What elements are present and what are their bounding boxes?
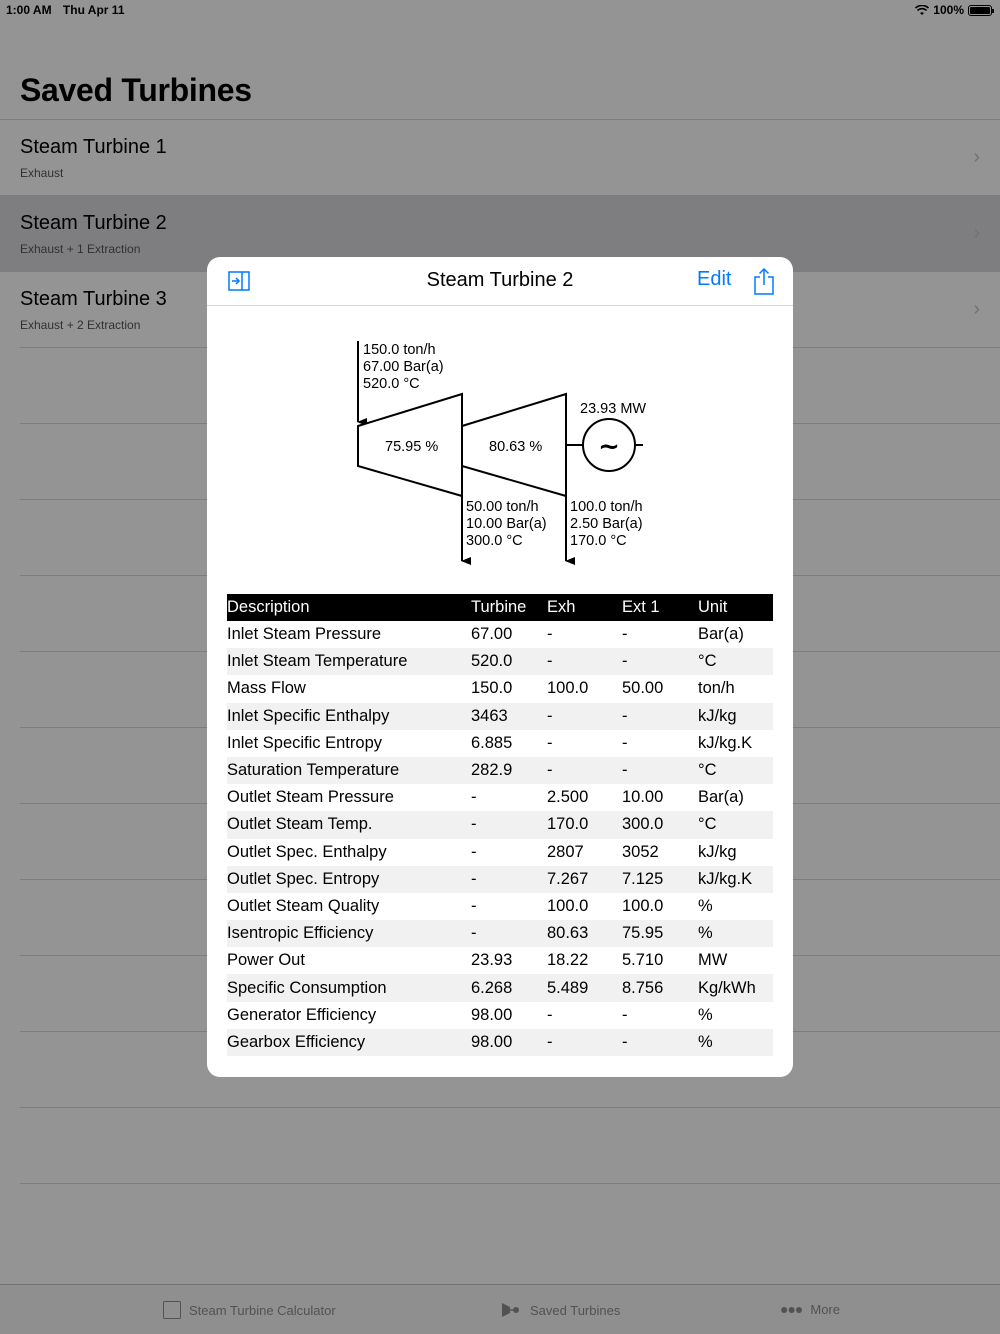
table-body bbox=[227, 621, 773, 1056]
cell-exh: - bbox=[547, 703, 622, 730]
cell-exh: 100.0 bbox=[547, 896, 589, 915]
cell-unit: Bar(a) bbox=[698, 625, 744, 644]
cell-turbine: 98.00 bbox=[471, 1005, 513, 1024]
cell-turbine: 6.885 bbox=[471, 733, 513, 752]
cell-ext1: 100.0 bbox=[622, 896, 664, 915]
extraction-flow-label: 50.00 ton/h bbox=[466, 499, 539, 515]
cell-turbine: 23.93 bbox=[471, 951, 513, 970]
cell-ext1: - bbox=[622, 625, 628, 644]
turbine-diagram-svg bbox=[207, 306, 793, 586]
cell-exh: - bbox=[547, 733, 553, 752]
table-row bbox=[227, 675, 773, 702]
cell-exh: 5.489 bbox=[547, 974, 622, 1001]
cell-unit: °C bbox=[698, 811, 773, 838]
page-title: Saved Turbines bbox=[20, 72, 252, 108]
cell-turbine: - bbox=[471, 896, 477, 915]
cell-ext1: 3052 bbox=[622, 842, 659, 861]
col-header-ext1: Ext 1 bbox=[622, 594, 698, 621]
stage-2-efficiency: 80.63 % bbox=[489, 439, 543, 455]
col-header-exh: Exh bbox=[547, 594, 622, 621]
list-item-title: Steam Turbine 1 bbox=[20, 136, 167, 158]
cell-turbine: 67.00 bbox=[471, 625, 513, 644]
cell-ext1: 5.710 bbox=[622, 951, 664, 970]
cell-ext1: - bbox=[622, 733, 628, 752]
cell-description: Outlet Spec. Enthalpy bbox=[227, 842, 387, 861]
table-row bbox=[227, 703, 773, 730]
table-row bbox=[227, 757, 773, 784]
exhaust-flow-label: 100.0 ton/h bbox=[570, 499, 643, 515]
cell-ext1: 8.756 bbox=[622, 974, 698, 1001]
list-item-subtitle: Exhaust + 1 Extraction bbox=[20, 242, 141, 256]
status-date: Thu Apr 11 bbox=[62, 3, 125, 17]
inlet-temp-label: 520.0 °C bbox=[363, 376, 420, 392]
cell-ext1: 75.95 bbox=[622, 920, 698, 947]
cell-turbine: - bbox=[471, 866, 547, 893]
cell-unit: °C bbox=[698, 757, 773, 784]
list-item-title: Steam Turbine 2 bbox=[20, 212, 167, 234]
cell-ext1: - bbox=[622, 648, 698, 675]
cell-description: Outlet Spec. Entropy bbox=[227, 866, 471, 893]
table-row bbox=[227, 1002, 773, 1029]
cell-exh: 80.63 bbox=[547, 920, 622, 947]
cell-unit: Bar(a) bbox=[698, 788, 744, 807]
cell-turbine: - bbox=[471, 842, 477, 861]
cell-ext1: 10.00 bbox=[622, 788, 664, 807]
table-row bbox=[227, 811, 773, 838]
cell-exh: - bbox=[547, 648, 622, 675]
cell-ext1: - bbox=[622, 757, 698, 784]
cell-exh: - bbox=[547, 1029, 622, 1056]
col-header-turbine: Turbine bbox=[471, 594, 547, 621]
cell-description: Inlet Steam Temperature bbox=[227, 648, 471, 675]
table-row bbox=[227, 621, 773, 648]
extraction-temp-label: 300.0 °C bbox=[466, 533, 523, 549]
cell-exh: 100.0 bbox=[547, 679, 589, 698]
cell-description: Inlet Steam Pressure bbox=[227, 625, 382, 644]
cell-turbine: - bbox=[471, 788, 477, 807]
cell-ext1: - bbox=[622, 1029, 698, 1056]
cell-unit: ton/h bbox=[698, 679, 735, 698]
list-item-subtitle: Exhaust bbox=[20, 166, 64, 180]
table-row bbox=[227, 920, 773, 947]
turbine-diagram bbox=[207, 306, 793, 586]
cell-unit: kJ/kg bbox=[698, 842, 737, 861]
cell-ext1: 50.00 bbox=[622, 679, 664, 698]
cell-unit: Kg/kWh bbox=[698, 974, 773, 1001]
cell-description: Specific Consumption bbox=[227, 974, 471, 1001]
exhaust-pressure-label: 2.50 Bar(a) bbox=[570, 516, 643, 532]
cell-turbine: 98.00 bbox=[471, 1029, 547, 1056]
cell-exh: - bbox=[547, 625, 553, 644]
table-row bbox=[227, 1029, 773, 1056]
inlet-flow-label: 150.0 ton/h bbox=[363, 342, 436, 358]
tab-label: Saved Turbines bbox=[530, 1302, 621, 1318]
exhaust-temp-label: 170.0 °C bbox=[570, 533, 627, 549]
cell-exh: - bbox=[547, 757, 622, 784]
table-row bbox=[227, 893, 773, 920]
cell-turbine: 3463 bbox=[471, 703, 547, 730]
cell-description: Power Out bbox=[227, 951, 305, 970]
cell-exh: 18.22 bbox=[547, 951, 589, 970]
turbine-detail-modal bbox=[207, 257, 793, 1077]
stage-1-efficiency: 75.95 % bbox=[385, 439, 439, 455]
tab-label: Steam Turbine Calculator bbox=[189, 1302, 336, 1318]
table-row bbox=[227, 947, 773, 974]
table-row bbox=[227, 974, 773, 1001]
list-item-title: Steam Turbine 3 bbox=[20, 288, 167, 310]
chevron-right-icon: › bbox=[973, 298, 980, 320]
cell-turbine: - bbox=[471, 920, 547, 947]
cell-unit: % bbox=[698, 1005, 713, 1024]
table-row bbox=[227, 839, 773, 866]
cell-description: Outlet Steam Pressure bbox=[227, 788, 394, 807]
cell-unit: % bbox=[698, 1029, 773, 1056]
cell-unit: kJ/kg.K bbox=[698, 733, 753, 752]
col-header-unit: Unit bbox=[698, 594, 773, 621]
power-label: 23.93 MW bbox=[580, 401, 647, 417]
cell-ext1: 7.125 bbox=[622, 866, 698, 893]
cell-exh: 2.500 bbox=[547, 788, 589, 807]
cell-unit: % bbox=[698, 920, 773, 947]
cell-turbine: 520.0 bbox=[471, 648, 547, 675]
extraction-pressure-label: 10.00 Bar(a) bbox=[466, 516, 547, 532]
modal-title: Steam Turbine 2 bbox=[426, 269, 574, 291]
table-row bbox=[227, 866, 773, 893]
table-header-row bbox=[227, 594, 773, 621]
cell-ext1: - bbox=[622, 703, 698, 730]
table-row bbox=[227, 784, 773, 811]
cell-turbine: 6.268 bbox=[471, 974, 547, 1001]
cell-turbine: 282.9 bbox=[471, 757, 547, 784]
cell-unit: MW bbox=[698, 951, 728, 970]
chevron-right-icon: › bbox=[973, 146, 980, 168]
chevron-right-icon: › bbox=[973, 222, 980, 244]
cell-exh: 2807 bbox=[547, 842, 584, 861]
cell-description: Saturation Temperature bbox=[227, 757, 471, 784]
cell-description: Outlet Steam Quality bbox=[227, 896, 380, 915]
modal-header bbox=[207, 257, 793, 306]
inlet-pressure-label: 67.00 Bar(a) bbox=[363, 359, 444, 375]
cell-description: Generator Efficiency bbox=[227, 1005, 377, 1024]
col-header-description: Description bbox=[227, 594, 471, 621]
table-row bbox=[227, 730, 773, 757]
cell-unit: kJ/kg bbox=[698, 703, 773, 730]
cell-turbine: 150.0 bbox=[471, 679, 513, 698]
cell-unit: kJ/kg.K bbox=[698, 866, 773, 893]
cell-turbine: - bbox=[471, 811, 547, 838]
cell-description: Gearbox Efficiency bbox=[227, 1029, 471, 1056]
cell-exh: - bbox=[547, 1005, 553, 1024]
status-time: 1:00 AM bbox=[6, 3, 52, 17]
cell-unit: % bbox=[698, 896, 713, 915]
tab-label: More bbox=[810, 1301, 840, 1317]
cell-description: Inlet Specific Entropy bbox=[227, 733, 382, 752]
cell-description: Outlet Steam Temp. bbox=[227, 811, 471, 838]
more-dots-icon: ●●● bbox=[780, 1301, 803, 1317]
cell-exh: 7.267 bbox=[547, 866, 622, 893]
cell-exh: 170.0 bbox=[547, 811, 622, 838]
cell-description: Mass Flow bbox=[227, 679, 306, 698]
edit-button[interactable]: Edit bbox=[697, 268, 732, 290]
table-row bbox=[227, 648, 773, 675]
share-icon[interactable] bbox=[753, 267, 775, 295]
results-table bbox=[227, 594, 773, 1056]
generator-symbol: ~ bbox=[598, 432, 620, 462]
cell-ext1: - bbox=[622, 1005, 628, 1024]
battery-percent: 100% bbox=[933, 3, 964, 17]
cell-description: Inlet Specific Enthalpy bbox=[227, 703, 471, 730]
cell-description: Isentropic Efficiency bbox=[227, 920, 471, 947]
cell-ext1: 300.0 bbox=[622, 811, 698, 838]
list-item-subtitle: Exhaust + 2 Extraction bbox=[20, 318, 141, 332]
cell-unit: °C bbox=[698, 648, 773, 675]
